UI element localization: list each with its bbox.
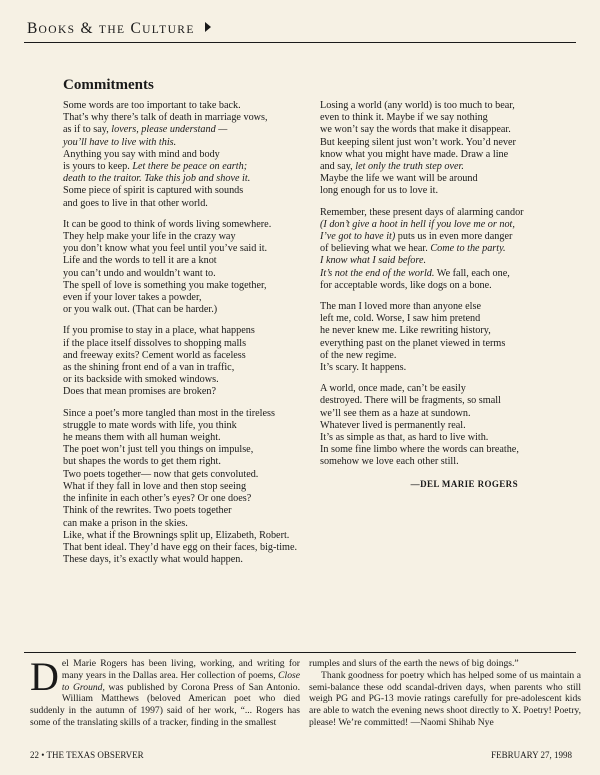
footer-date: FEBRUARY 27, 1998	[491, 750, 572, 760]
poem-line	[320, 243, 585, 255]
poem-line: Think of the rewrites. Two poets together	[63, 505, 232, 517]
poem-column-right	[320, 100, 585, 490]
poem-line: we won’t say the words that make it disappear.	[320, 124, 511, 136]
footer-page-number: 22 • THE TEXAS OBSERVER	[30, 750, 144, 760]
poem-line: Remember, these present days of alarming candor	[320, 206, 524, 218]
poem-line: A world, once made, can’t be easily	[320, 383, 466, 395]
poem-line: even to think it. Maybe if we say nothing	[320, 112, 488, 124]
poem-line	[63, 173, 331, 185]
poem-line: Maybe the life we want will be around	[320, 173, 478, 185]
poem-line: of the new regime.	[320, 349, 397, 361]
section-cap-b: B	[27, 20, 39, 37]
poem-italic-text: It’s not the end of the world.	[320, 267, 435, 279]
poem-text: of believing what we hear.	[320, 243, 431, 255]
poem-italic-text: death to the traitor. Take this job and shove it.	[63, 173, 251, 185]
poem-italic-text: (I don’t give a hoot in hell if you love me or not,	[320, 218, 515, 230]
poem-line: as the shining front end of a van in traffic,	[63, 362, 235, 374]
header-divider	[24, 42, 576, 43]
section-ampersand: &	[80, 20, 94, 37]
poem-line: he never knew me. Like rewriting history,	[320, 325, 491, 337]
bio-divider	[24, 652, 576, 653]
poem-line: and goes to live in that other world.	[63, 197, 208, 209]
poem-line: The poet won’t just tell you things on impulse,	[63, 444, 254, 456]
drop-cap: D	[30, 654, 59, 699]
poem-author: —DEL MARIE ROGERS	[410, 478, 518, 489]
bio-text-a: el Marie Rogers has been living, working, and writing for many years in the Dallas area. Her collection of poems,	[61, 658, 300, 681]
poem-line: That’s why there’s talk of death in marriage vows,	[63, 112, 268, 124]
poem-line: It’s scary. It happens.	[320, 362, 407, 374]
poem-line: but shapes the words to get them right.	[63, 456, 221, 468]
bio-quote-end: rumples and slurs of the earth the news of big doings.”	[309, 658, 519, 669]
poem-line: and freeway exits? Cement world as faceless	[63, 349, 246, 361]
poem-line: you can’t undo and wouldn’t want to.	[63, 267, 216, 279]
poem-line: Since a poet’s more tangled than most in the tireless	[63, 407, 275, 419]
poem-italic-text: lovers, please understand —	[111, 124, 228, 136]
poem-stanza	[63, 325, 331, 398]
poem-line	[63, 124, 331, 136]
poem-line: That bent ideal. They’d have egg on their faces, big-time.	[63, 541, 298, 553]
poem-line: The spell of love is something you make together,	[63, 279, 267, 291]
poem-line: In some fine limbo where the words can breathe,	[320, 444, 519, 456]
poem-text: and say,	[320, 161, 356, 173]
bio-column-right	[309, 658, 581, 729]
poem-line: know what you might have made. Draw a line	[320, 148, 509, 160]
poem-line: It can be good to think of words living somewhere.	[63, 218, 272, 230]
poem-stanza	[63, 408, 331, 567]
poem-text: puts us in even more danger	[395, 231, 513, 243]
bio-text-b: was published by Corona Press of San Antonio. William Matthews (beloved American poet who died suddenly in the autumn of 1997) said of her work, “... Rogers has some of the translating skills of a tracker, finding in the smallest	[30, 681, 300, 728]
poem-line: destroyed. There will be fragments, so small	[320, 395, 501, 407]
poem-line: or its backside with smoked windows.	[63, 374, 219, 386]
poem-italic-text: let only the truth step over.	[355, 161, 464, 173]
poem-line: Life and the words to tell it are a knot	[63, 255, 217, 267]
poem-italic-text: I know what I said before.	[320, 255, 427, 267]
poem-italic-text: Come to the party.	[430, 243, 506, 255]
poem-column-left	[63, 100, 331, 575]
poem-title: Commitments	[63, 77, 154, 93]
poem-line	[320, 231, 585, 243]
poem-line: Some piece of spirit is captured with sounds	[63, 185, 244, 197]
poem-text: We fall, each one,	[434, 267, 510, 279]
poem-line: Does that mean promises are broken?	[63, 386, 217, 398]
poem-text: is yours to keep.	[63, 161, 133, 173]
poem-line: The man I loved more than anyone else	[320, 301, 481, 313]
poem-line: Two poets together— now that gets convoluted.	[63, 468, 259, 480]
poem-line: Some words are too important to take back.	[63, 100, 241, 111]
poem-line: Like, what if the Brownings split up, Elizabeth, Robert.	[63, 529, 290, 541]
poem-line: somehow we love each other still.	[320, 456, 459, 468]
poem-line: left me, cold. Worse, I saw him pretend	[320, 313, 481, 325]
poem-line: everything past on the planet viewed in terms	[320, 337, 506, 349]
poem-line	[320, 268, 585, 280]
poem-stanza	[63, 100, 331, 210]
section-word-the: THE	[98, 24, 126, 36]
triangle-arrow-icon	[205, 22, 211, 32]
poem-line: long enough for us to love it.	[320, 185, 438, 197]
bio-column-left	[30, 654, 300, 729]
poem-line: even if your lover takes a powder,	[63, 292, 202, 304]
poem-line: If you promise to stay in a place, what happens	[63, 325, 255, 337]
poem-line	[320, 161, 585, 173]
poem-line: Losing a world (any world) is too much to bear,	[320, 100, 515, 111]
poem-line: What if they fall in love and then stop seeing	[63, 480, 247, 492]
poem-stanza	[320, 100, 585, 198]
poem-line	[320, 255, 585, 267]
poem-line: Anything you say with mind and body	[63, 148, 220, 160]
bio-editor-note: Thank goodness for poetry which has helped some of us maintain a semi-balance these odd scandal-driven days, when parents who still weigh PG and PG-13 movie ratings carefully for pre-adolescent kids are able to watch the evening news shoot directly to X. Poetry! Poetry, please! We’re committed! —Naomi Shihab Nye	[309, 669, 581, 728]
poem-stanza	[320, 207, 585, 292]
poem-italic-text: I’ve got to have it)	[320, 231, 396, 243]
poem-line	[63, 161, 331, 173]
poem-line	[63, 137, 331, 149]
poem-line: It’s as simple as that, as hard to live with.	[320, 432, 489, 444]
poem-line: you don’t know what you feel until you’ve said it.	[63, 243, 268, 255]
poem-italic-text: you’ll have to live with this.	[63, 136, 177, 148]
poem-stanza	[320, 383, 585, 468]
section-header	[27, 20, 211, 38]
poem-line: These days, it’s exactly what would happen.	[63, 554, 243, 566]
poem-line: They help make your life in the crazy way	[63, 231, 236, 243]
poem-line: or you walk out. (That can be harder.)	[63, 304, 218, 316]
poem-italic-text: Let there be peace on earth;	[132, 161, 248, 173]
section-word-ooks: OOKS	[38, 24, 76, 36]
poem-line: Whatever lived is permanently real.	[320, 419, 466, 431]
poem-stanza	[320, 301, 585, 374]
poem-line: for acceptable words, like dogs on a bone.	[320, 279, 492, 291]
poem-text: as if to say,	[63, 124, 112, 136]
poem-line: we’ll see them as a haze at sundown.	[320, 407, 471, 419]
bio-book-title: Close to Ground,	[61, 669, 300, 693]
section-word-ulture: ULTURE	[142, 24, 195, 36]
poem-line: But keeping silent just won’t work. You’d never	[320, 136, 516, 148]
poem-line	[320, 219, 585, 231]
poem-stanza	[63, 219, 331, 317]
poem-line: he means them with all human weight.	[63, 432, 221, 444]
poem-line: if the place itself dissolves to shopping malls	[63, 337, 247, 349]
section-cap-c: C	[130, 20, 143, 37]
poem-line: can make a prison in the skies.	[63, 517, 188, 529]
poem-line: struggle to mate words with life, you think	[63, 419, 237, 431]
poem-line: the infinite in each other’s eyes? Or one does?	[63, 493, 252, 505]
